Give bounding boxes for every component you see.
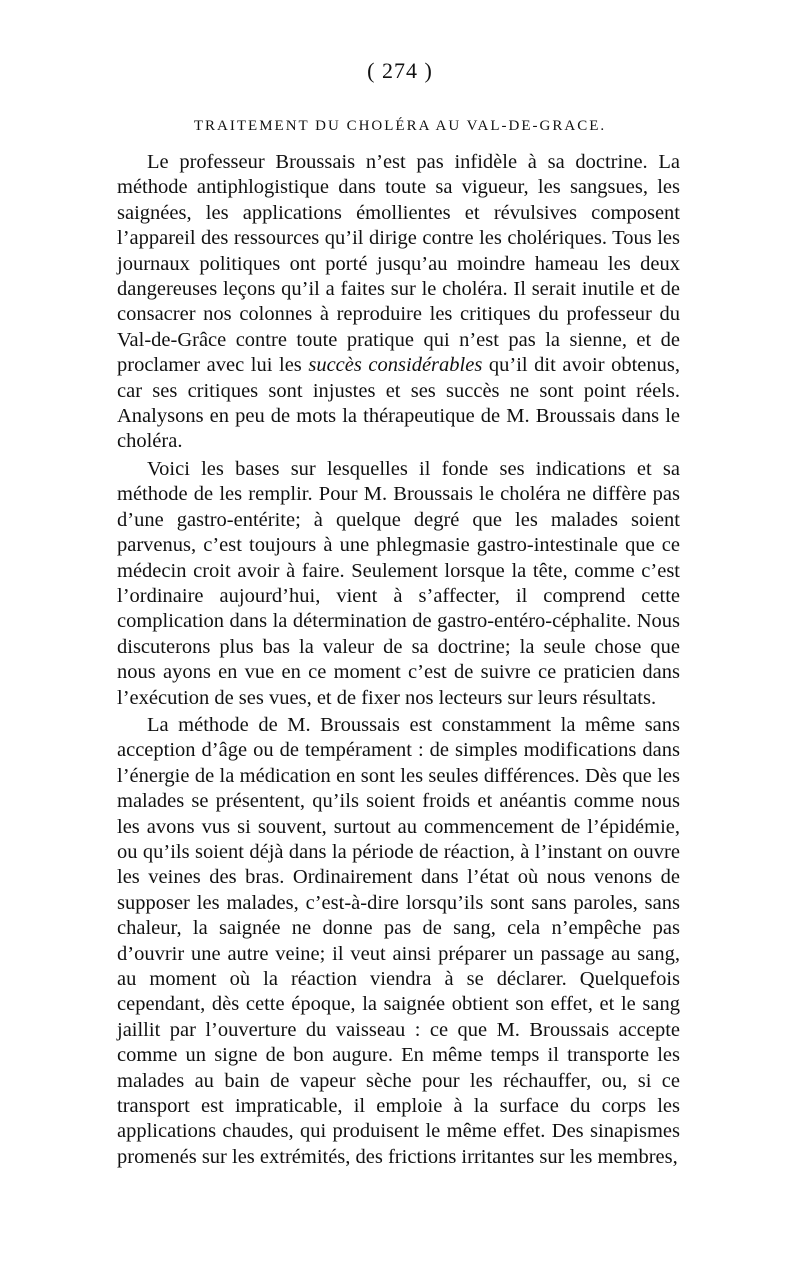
body-text: [117, 150, 680, 1170]
paragraph-1-text-end: qu’il dit avoir obtenus, car ses critiques sont injustes et ses succès ne sont point réels. Analysons en peu de mots la thérapeutique de M. Broussais dans le choléra.: [117, 354, 680, 453]
section-heading: TRAITEMENT DU CHOLÉRA AU VAL-DE-GRACE.: [193, 118, 607, 134]
paragraph-1: [117, 150, 680, 455]
paragraph-1-text: Le professeur Broussais n’est pas infidèle à sa doctrine. La méthode antiphlogistique dans toute sa vigueur, les sangsues, les saignées, les applications émollientes et révulsives composent l’appareil des ressources qu’il dirige contre les cholériques. Tous les journaux politiques ont porté jusqu’au moindre hameau les deux dangereuses leçons qu’il a faites sur le choléra. Il serait inutile et de consacrer nos colonnes à reproduire les critiques du professeur du Val-de-Grâce contre toute pratique qui n’est pas la sienne, et de proclamer avec lui les: [117, 151, 680, 377]
paragraph-3-text: La méthode de M. Broussais est constamment la même sans acception d’âge ou de tempérament : de simples modifications dans l’énergie de la médication en sont les seules différences. Dès que les malades se présentent, qu’ils soient froids et anéantis comme nous les avons vus si souvent, surtout au commencement de l’épidémie, ou qu’ils soient déjà dans la période de réaction, à l’instant on ouvre les veines des bras. Ordinairement dans l’état où nous venons de supposer les malades, c’est-à-dire lorsqu’ils sont sans paroles, sans chaleur, la saignée ne donne pas de sang, cela n’empêche pas d’ouvrir une autre veine; il veut ainsi préparer un passage au sang, au moment où la réaction viendra à se déclarer. Quelquefois cependant, dès cette époque, la saignée obtient son effet, et le sang jaillit par l’ouverture du vaisseau : ce que M. Broussais accepte comme un signe de bon augure. En même temps il transporte les malades au bain de vapeur sèche pour les réchauffer, ou, si ce transport est impraticable, il emploie à la surface du corps les applications chaudes, qui produisent le même effet. Des sinapismes promenés sur les extrémités, des frictions irritantes sur les membres,: [117, 713, 680, 1168]
paragraph-2: [117, 457, 680, 711]
paragraph-2-text: Voici les bases sur lesquelles il fonde ses indications et sa méthode de les remplir. Pour M. Broussais le choléra ne diffère pas d’une gastro-entérite; à quelque degré que les malades soient parvenus, c’est toujours à une phlegmasie gastro-intestinale que ce médecin croit avoir à faire. Seulement lorsque la tête, comme c’est l’ordinaire aujourd’hui, vient à s’affecter, il comprend cette complication dans la détermination de gastro-entéro-céphalite. Nous discuterons plus bas la valeur de sa doctrine; la seule chose que nous ayons en vue en ce moment c’est de suivre ce praticien dans l’exécution de ses vues, et de fixer nos lecteurs sur leurs résultats.: [117, 457, 680, 709]
page-number: ( 274 ): [367, 58, 433, 83]
paragraph-3: [117, 713, 680, 1170]
paragraph-1-emphasis: succès considérables: [308, 354, 483, 377]
